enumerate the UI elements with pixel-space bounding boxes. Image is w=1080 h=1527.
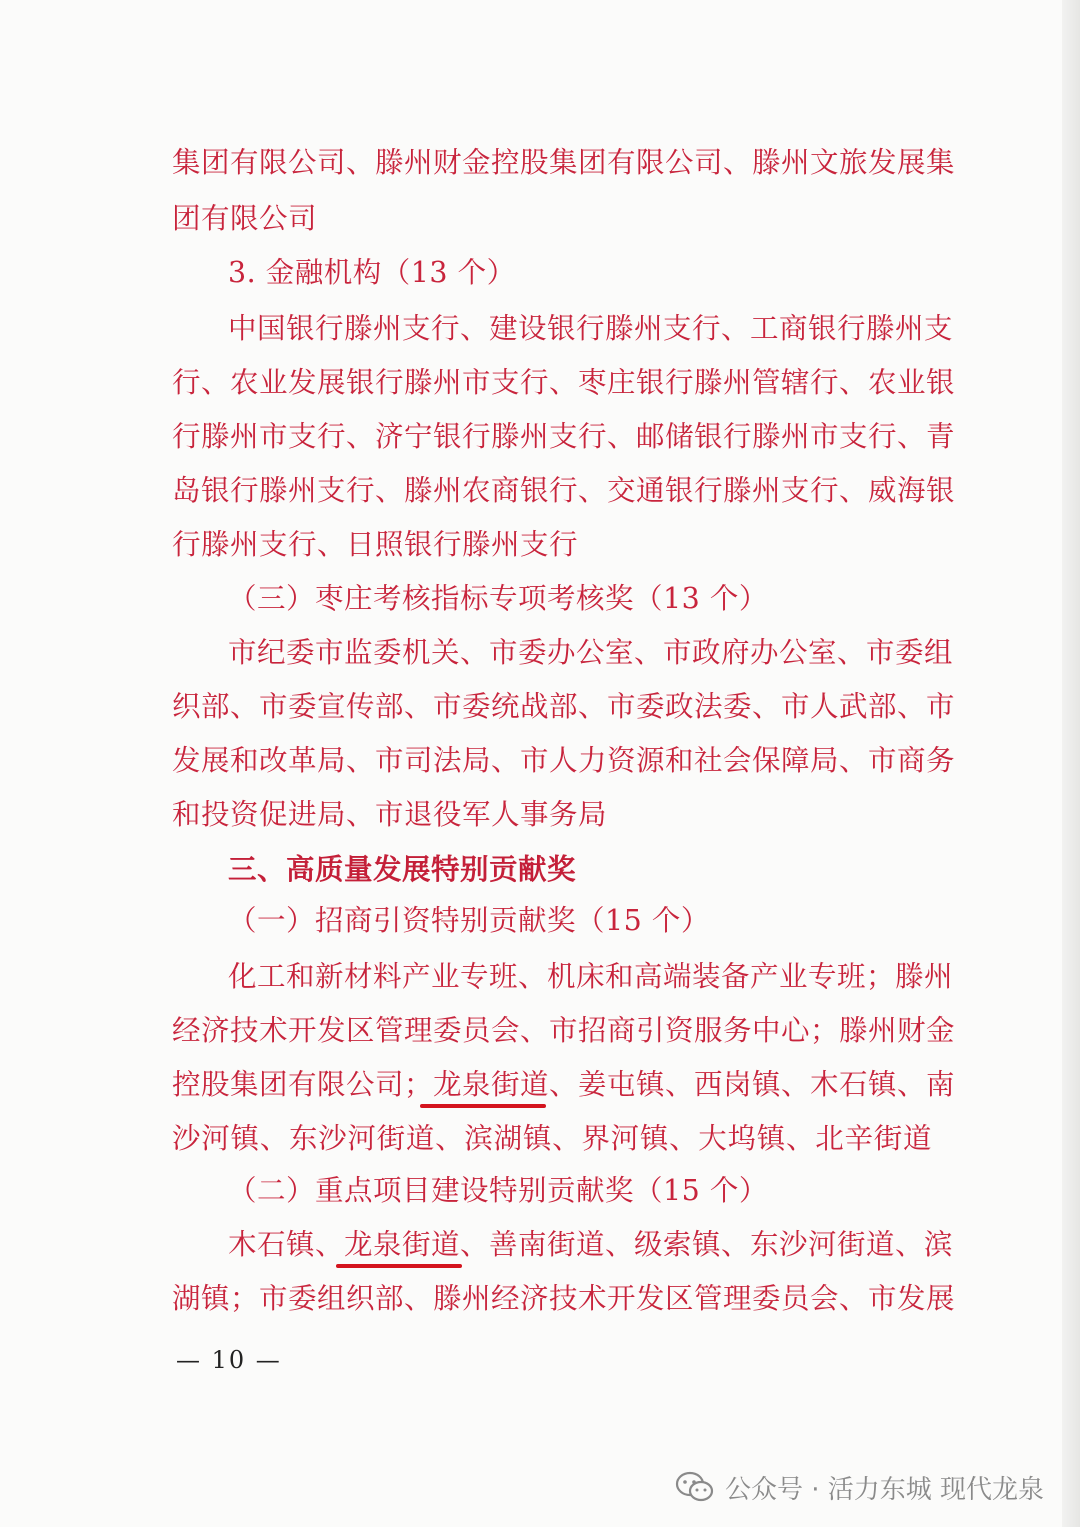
text-line: 和投资促进局、市退役军人事务局 xyxy=(172,798,608,831)
text-segment: 、姜屯镇、西岗镇、木石镇、南 xyxy=(549,1068,956,1101)
text-segment: 、善南街道、级索镇、东沙河街道、滨 xyxy=(460,1228,954,1261)
text-line: 织部、市委宣传部、市委统战部、市委政法委、市人武部、市 xyxy=(172,690,956,723)
watermark xyxy=(675,1465,1044,1509)
text-line: 化工和新材料产业专班、机床和高端装备产业专班；滕州 xyxy=(228,960,954,993)
text-line: 岛银行滕州支行、滕州农商银行、交通银行滕州支行、威海银 xyxy=(172,474,956,507)
wechat-icon xyxy=(675,1470,715,1504)
text-line: 集团有限公司、滕州财金控股集团有限公司、滕州文旅发展集 xyxy=(172,146,956,179)
section-heading: （一）招商引资特别贡献奖（15 个） xyxy=(228,904,710,937)
watermark-text: 公众号 · 活力东城 现代龙泉 xyxy=(724,1474,1044,1505)
text-line: 经济技术开发区管理委员会、市招商引资服务中心；滕州财金 xyxy=(172,1014,956,1047)
text-line: 发展和改革局、市司法局、市人力资源和社会保障局、市商务 xyxy=(172,744,956,777)
page-number: — 10 — xyxy=(176,1346,282,1374)
red-underline xyxy=(420,1104,546,1108)
text-line: 行滕州市支行、济宁银行滕州支行、邮储银行滕州市支行、青 xyxy=(172,420,956,453)
section-heading: 3. 金融机构（13 个） xyxy=(228,256,516,289)
section-heading: （二）重点项目建设特别贡献奖（15 个） xyxy=(228,1174,768,1207)
page-edge xyxy=(1062,0,1080,1527)
text-line: 湖镇；市委组织部、滕州经济技术开发区管理委员会、市发展 xyxy=(172,1282,956,1315)
text-line-with-highlight xyxy=(172,1062,956,1108)
text-line-with-highlight xyxy=(228,1222,954,1268)
text-line: 沙河镇、东沙河街道、滨湖镇、界河镇、大坞镇、北辛街道 xyxy=(172,1122,932,1155)
chapter-heading: 三、高质量发展特别贡献奖 xyxy=(228,852,577,886)
highlighted-term: 龙泉街道 xyxy=(433,1068,550,1101)
text-line: 行滕州支行、日照银行滕州支行 xyxy=(172,528,579,561)
section-heading: （三）枣庄考核指标专项考核奖（13 个） xyxy=(228,582,768,615)
red-underline xyxy=(336,1264,462,1268)
text-line: 市纪委市监委机关、市委办公室、市政府办公室、市委组 xyxy=(228,636,954,669)
text-line: 团有限公司 xyxy=(172,202,318,235)
text-line: 行、农业发展银行滕州市支行、枣庄银行滕州管辖行、农业银 xyxy=(172,366,956,399)
text-segment: 控股集团有限公司； xyxy=(172,1068,434,1101)
text-line: 中国银行滕州支行、建设银行滕州支行、工商银行滕州支 xyxy=(228,312,954,345)
highlighted-term: 龙泉街道 xyxy=(344,1228,461,1261)
text-segment: 木石镇、 xyxy=(228,1228,345,1261)
